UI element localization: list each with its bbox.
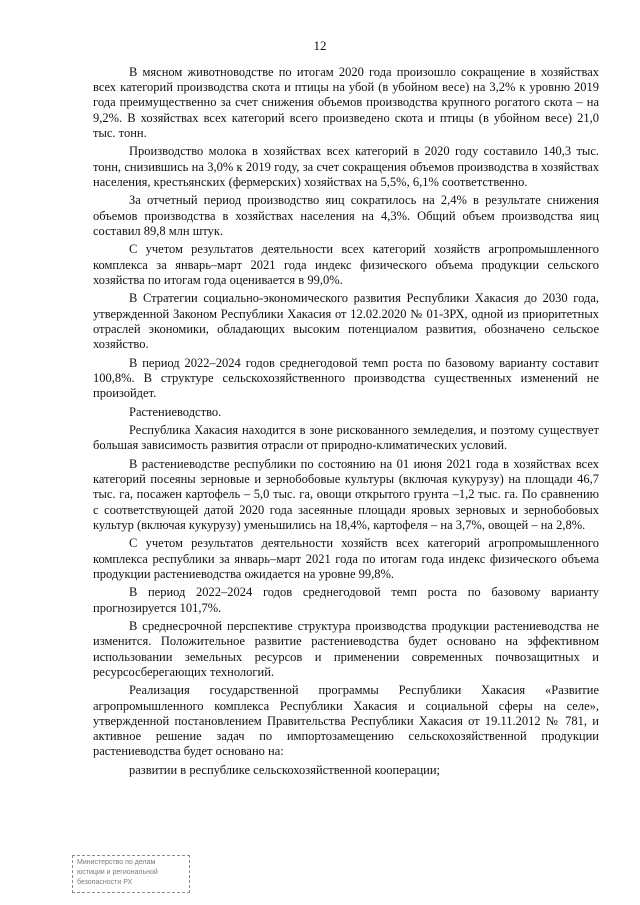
paragraph-mid-term-outlook: В среднесрочной перспективе структура производства продукции растениеводства не изменится. Положительное развитие растениеводства будет основано на эффективном использовании земельных ресурсов и применении современных почвозащитных и ресурсосберегающих технологий.	[93, 619, 599, 679]
paragraph-risky-farming: Республика Хакасия находится в зоне рискованного земледелия, и поэтому существует большая зависимость развития отрасли от природно-климатических условий.	[93, 423, 599, 453]
paragraph-crop-growth-forecast: В период 2022–2024 годов среднегодовой темп роста по базовому варианту прогнозируется 101,7%.	[93, 585, 599, 615]
paragraph-growth-forecast: В период 2022–2024 годов среднегодовой темп роста по базовому варианту составит 100,8%. В структуре сельскохозяйственного производства существенных изменений не произойдет.	[93, 355, 599, 401]
stamp-line: Министерство по делам	[77, 859, 156, 866]
stamp-line: юстиции и региональной	[77, 869, 158, 876]
paragraph-egg-production: За отчетный период производство яиц сократилось на 2,4% в результате снижения объемов производства в хозяйствах населения на 4,3%. Общий объем производства яиц составил 89,8 млн штук.	[93, 193, 599, 238]
document-body	[93, 65, 599, 781]
paragraph-cooperation: развитии в республике сельскохозяйственной кооперации;	[129, 762, 441, 777]
paragraph-meat-livestock: В мясном животноводстве по итогам 2020 года произошло сокращение в хозяйствах всех категорий производства скота и птицы на убой (в убойном весе) на 3,2% к уровню 2019 года преимущественно за счет снижения объемов производства крупного рогатого скота – на 9,2%. В хозяйствах всех категорий всего произведено скота и птицы (в убойном весе) 21,0 тыс. тонн.	[93, 65, 599, 140]
paragraph-crop-index: С учетом результатов деятельности хозяйств всех категорий агропромышленного комплекса республики за январь–март 2021 года по итогам года индекс физического объема продукции растениеводства ожидается на уровне 99,8%.	[93, 536, 599, 581]
paragraph-sown-areas: В растениеводстве республики по состоянию на 01 июня 2021 года в хозяйствах всех категорий посеяны зерновые и зернобобовые культуры (включая кукурузу) на площади 46,7 тыс. га, посажен картофель – 5,0 тыс. га, овощи открытого грунта –1,2 тыс. га. По сравнению с соответствующей датой 2020 года засеянные площади яровых зерновых и зернобобовых культур (включая кукурузу) уменьшились на 18,4%, картофеля – на 3,7%, овощей – на 2,8%.	[93, 457, 599, 532]
stamp-line: безопасности РХ	[77, 879, 133, 886]
paragraph-strategy-2030: В Стратегии социально-экономического развития Республики Хакасия до 2030 года, утвержденной Законом Республики Хакасия от 12.02.2020 № 01-ЗРХ, одной из приоритетных отраслей экономики, обладающих высоким потенциалом развития, обозначено сельское хозяйство.	[93, 291, 599, 352]
paragraph-agro-index: С учетом результатов деятельности всех категорий хозяйств агропромышленного комплекса за январь–март 2021 года индекс физического объема продукции сельского хозяйства по итогам года оценивается в 99,0%.	[93, 242, 599, 287]
paragraph-milk-production: Производство молока в хозяйствах всех категорий в 2020 году составило 140,3 тыс. тонн, снизившись на 3,0% к 2019 году, за счет сокращения объемов производства в хозяйствах населения, крестьянских (фермерских) хозяйствах на 5,5%, 6,1% соответственно.	[93, 144, 599, 189]
section-heading-crop-production: Растениеводство.	[129, 404, 222, 419]
page-number: 12	[313, 38, 327, 53]
registration-stamp	[72, 855, 190, 893]
paragraph-state-program: Реализация государственной программы Республики Хакасия «Развитие агропромышленного комплекса Республики Хакасия и социальной сферы на селе», утвержденной постановлением Правительства Республики Хакасия от 19.11.2012 № 781, и активное решение задач по импортозамещению сельскохозяйственной продукции растениеводства будет основано на:	[93, 683, 599, 759]
